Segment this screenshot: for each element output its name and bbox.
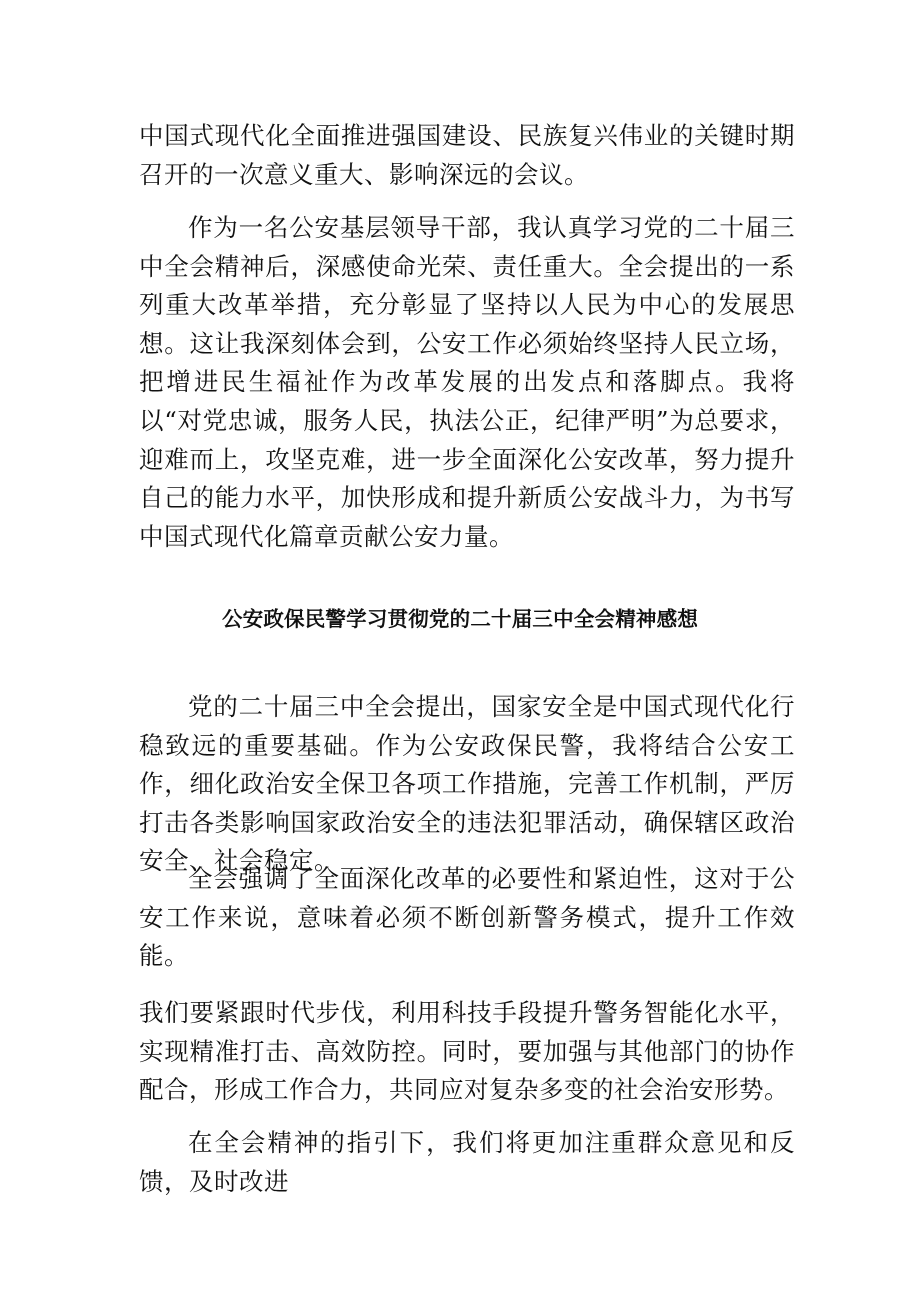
section2-paragraph-3: 我们要紧跟时代步伐，利用科技手段提升警务智能化水平，实现精准打击、高效防控。同时，要加强与其他部门的协作配合，形成工作合力，共同应对复杂多变的社会治安形势。 (139, 998, 795, 1105)
section2-paragraph-4: 在全会精神的指引下，我们将更加注重群众意见和反馈，及时改进 (139, 1128, 795, 1196)
section2-paragraph-1: 党的二十届三中全会提出，国家安全是中国式现代化行稳致远的重要基础。作为公安政保民警，我将结合公安工作，细化政治安全保卫各项工作措施，完善工作机制，严厉打击各类影响国家政治安全的违法犯罪活动，确保辖区政治安全、社会稳定。 (139, 692, 795, 876)
section1-paragraph: 作为一名公安基层领导干部，我认真学习党的二十届三中全会精神后，深感使命光荣、责任重大。全会提出的一系列重大改革举措，充分彰显了坚持以人民为中心的发展思想。这让我深刻体会到，公安工作必须始终坚持人民立场，把增进民生福祉作为改革发展的出发点和落脚点。我将以“对党忠诚，服务人民，执法公正，纪律严明”为总要求，迎难而上，攻坚克难，进一步全面深化公安改革，努力提升自己的能力水平，加快形成和提升新质公安战斗力，为书写中国式现代化篇章贡献公安力量。 (139, 213, 795, 551)
section2-title: 公安政保民警学习贯彻党的二十届三中全会精神感想 (221, 607, 699, 631)
intro-continuation-paragraph: 中国式现代化全面推进强国建设、民族复兴伟业的关键时期召开的一次意义重大、影响深远的会议。 (139, 121, 795, 189)
section2-paragraph-2: 全会强调了全面深化改革的必要性和紧迫性，这对于公安工作来说，意味着必须不断创新警务模式，提升工作效能。 (139, 864, 795, 971)
